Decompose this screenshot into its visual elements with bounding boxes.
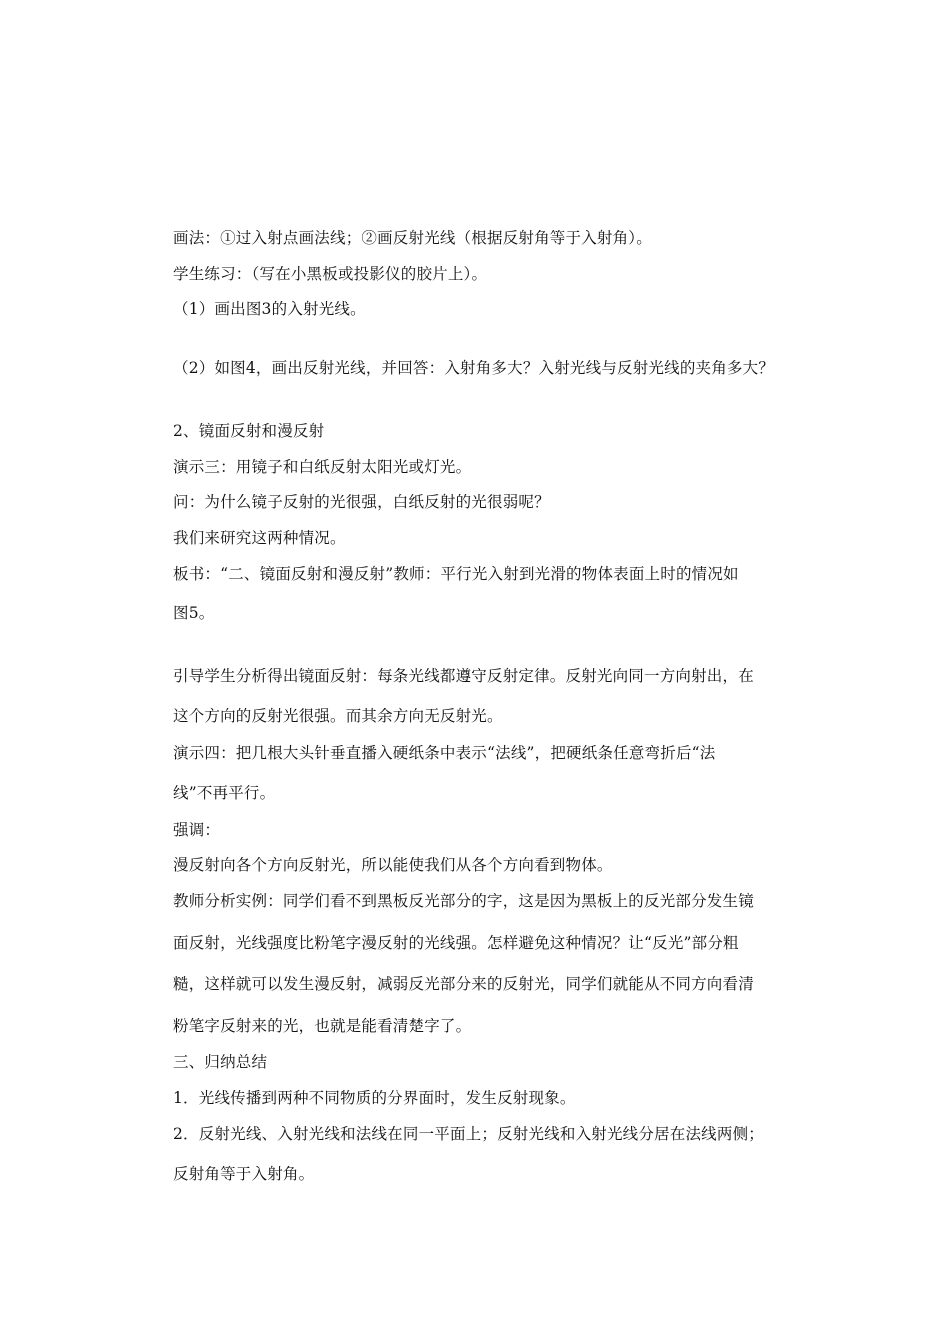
text-line-figure-5: 图5。 (173, 604, 215, 622)
summary-item-2-cont: 反射角等于入射角。 (173, 1165, 315, 1183)
text-line-teacher-example-cont-1: 面反射，光线强度比粉笔字漫反射的光线强。怎样避免这种情况？让“反光”部分粗 (173, 934, 739, 952)
text-line-board-writing: 板书：“二、镜面反射和漫反射”教师：平行光入射到光滑的物体表面上时的情况如 (173, 565, 739, 583)
text-line-teacher-example-cont-3: 粉笔字反射来的光，也就是能看清楚字了。 (173, 1017, 472, 1035)
text-line-specular-analysis: 引导学生分析得出镜面反射：每条光线都遵守反射定律。反射光向同一方向射出，在 (173, 667, 754, 685)
text-line-specular-analysis-cont: 这个方向的反射光很强。而其余方向无反射光。 (173, 707, 503, 725)
text-line-exercise-1: （1）画出图3的入射光线。 (173, 300, 366, 318)
summary-item-1: 1．光线传播到两种不同物质的分界面时，发生反射现象。 (173, 1089, 576, 1107)
text-line-demo-3: 演示三：用镜子和白纸反射太阳光或灯光。 (173, 458, 472, 476)
text-line-exercise-2: （2）如图4，画出反射光线，并回答：入射角多大？入射光线与反射光线的夹角多大？ (173, 359, 775, 377)
text-line-emphasis: 强调： (173, 821, 221, 839)
text-line-demo-4: 演示四：把几根大头针垂直播入硬纸条中表示“法线”，把硬纸条任意弯折后“法 (173, 744, 716, 762)
text-line-teacher-example: 教师分析实例：同学们看不到黑板反光部分的字，这是因为黑板上的反光部分发生镜 (173, 892, 754, 910)
text-line-diffuse: 漫反射向各个方向反射光，所以能使我们从各个方向看到物体。 (173, 856, 613, 874)
text-line-teacher-example-cont-2: 糙，这样就可以发生漫反射，减弱反光部分来的反射光，同学们就能从不同方向看清 (173, 975, 754, 993)
summary-item-2: 2．反射光线、入射光线和法线在同一平面上；反射光线和入射光线分居在法线两侧； (173, 1125, 764, 1143)
text-line-question: 问：为什么镜子反射的光很强，白纸反射的光很弱呢？ (173, 493, 550, 511)
text-line-study: 我们来研究这两种情况。 (173, 529, 346, 547)
section-heading-reflection-types: 2、镜面反射和漫反射 (173, 422, 325, 440)
text-line-student-exercise: 学生练习：（写在小黑板或投影仪的胶片上）。 (173, 265, 488, 283)
text-line-demo-4-cont: 线”不再平行。 (173, 784, 276, 802)
section-heading-summary: 三、归纳总结 (173, 1053, 268, 1071)
text-line-drawing-method: 画法：①过入射点画法线；②画反射光线（根据反射角等于入射角）。 (173, 229, 652, 247)
